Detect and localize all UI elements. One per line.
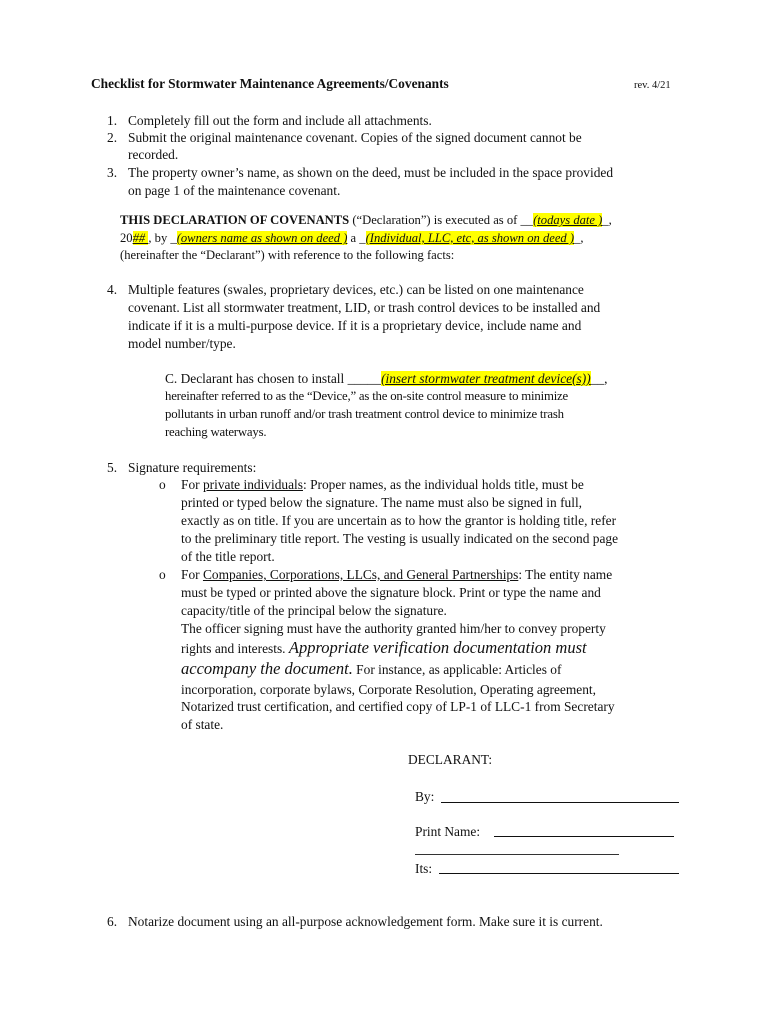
bullet-item-continued: rights and interests. Appropriate verification documentation must: [181, 638, 587, 657]
list-number: 2.: [107, 130, 118, 145]
by-signature-line[interactable]: [441, 802, 679, 803]
date-placeholder: (todays date ): [533, 213, 603, 227]
print-name-label: Print Name:: [415, 824, 481, 839]
bullet-item-continued: The officer signing must have the authority granted him/her to convey property: [181, 621, 606, 636]
device-excerpt-line: reaching waterways.: [165, 425, 267, 439]
underlined-term: Companies, Corporations, LLCs, and General Partnerships: [202, 567, 519, 582]
emphasized-requirement: Appropriate verification documentation must: [288, 638, 587, 657]
list-item: The property owner’s name, as shown on the deed, must be included in the space provided: [128, 165, 614, 180]
list-item-continued: recorded.: [128, 147, 179, 162]
list-item: Completely fill out the form and include all attachments.: [128, 113, 432, 128]
page-title: Checklist for Stormwater Maintenance Agreements/Covenants: [91, 76, 449, 91]
bullet-item-continued: of the title report.: [181, 549, 275, 564]
list-number: 1.: [107, 113, 118, 128]
revision-label: rev. 4/21: [634, 80, 671, 91]
list-item: Notarize document using an all-purpose acknowledgement form. Make sure it is current.: [128, 914, 603, 929]
list-item: Signature requirements:: [128, 460, 257, 475]
list-item-continued: on page 1 of the maintenance covenant.: [128, 183, 341, 198]
bullet-item-continued: capacity/title of the principal below the signature.: [181, 603, 447, 618]
declaration-excerpt-line: THIS DECLARATION OF COVENANTS (“Declaration”) is executed as of __(todays date )_,: [120, 213, 612, 227]
list-item: Submit the original maintenance covenant. Copies of the signed document cannot be: [128, 130, 582, 145]
its-title-line[interactable]: [439, 873, 679, 874]
declarant-heading: DECLARANT:: [408, 752, 493, 767]
bullet-item-continued: exactly as on title. If you are uncertain as to how the grantor is holding title, refer: [181, 513, 617, 528]
bullet-item-continued: Notarized trust certification, and certified copy of LP-1 of LLC-1 from Secretary: [181, 699, 615, 714]
declaration-lead: THIS DECLARATION OF COVENANTS: [120, 213, 350, 227]
list-item-continued: model number/type.: [128, 336, 236, 351]
print-name-line[interactable]: [494, 836, 674, 837]
list-item-continued: indicate if it is a multi-purpose device. If it is a proprietary device, include name and: [128, 318, 582, 333]
list-number: 6.: [107, 914, 118, 929]
declaration-excerpt-line: (hereinafter the “Declarant”) with reference to the following facts:: [120, 248, 455, 262]
by-label: By:: [415, 789, 435, 804]
bullet-item-continued: must be typed or printed above the signature block. Print or type the name and: [181, 585, 601, 600]
entity-type-placeholder: (Individual, LLC, etc, as shown on deed ): [365, 231, 575, 245]
list-number: 4.: [107, 282, 118, 297]
bullet-item: For private individuals: Proper names, as the individual holds title, must be: [181, 477, 584, 492]
owner-name-placeholder: (owners name as shown on deed ): [176, 231, 348, 245]
list-item-continued: covenant. List all stormwater treatment, LID, or trash control devices to be installed and: [128, 300, 601, 315]
year-placeholder: ##: [132, 231, 149, 245]
bullet-item-continued: printed or typed below the signature. The name must also be signed in full,: [181, 495, 583, 510]
device-excerpt-line: hereinafter referred to as the “Device,” as the on-site control measure to minimize: [165, 389, 569, 403]
bullet-item: For Companies, Corporations, LLCs, and General Partnerships: The entity name: [181, 567, 613, 582]
device-excerpt-line: pollutants in urban runoff and/or trash treatment control device to minimize trash: [165, 407, 564, 421]
device-excerpt-line: C. Declarant has chosen to install _____(insert stormwater treatment device(s))__,: [165, 371, 608, 386]
list-item: Multiple features (swales, proprietary devices, etc.) can be listed on one maintenance: [128, 282, 584, 297]
underlined-term: private individuals: [202, 477, 303, 492]
device-placeholder: (insert stormwater treatment device(s)): [381, 371, 591, 386]
bullet-marker: o: [159, 567, 166, 582]
bullet-marker: o: [159, 477, 166, 492]
its-label: Its:: [415, 861, 433, 876]
name-continuation-line[interactable]: [415, 854, 619, 855]
list-number: 3.: [107, 165, 118, 180]
emphasized-requirement: accompany the document.: [181, 659, 353, 678]
bullet-item-continued: to the preliminary title report. The vesting is usually indicated on the second page: [181, 531, 619, 546]
bullet-item-continued: of state.: [181, 717, 224, 732]
bullet-item-continued: incorporation, corporate bylaws, Corporate Resolution, Operating agreement,: [181, 682, 596, 697]
declaration-excerpt-line: 20## , by _(owners name as shown on deed ) a _(Individual, LLC, etc, as shown on deed )_,: [120, 231, 584, 245]
list-number: 5.: [107, 460, 118, 475]
bullet-item-continued: accompany the document. For instance, as applicable: Articles of: [181, 659, 562, 678]
